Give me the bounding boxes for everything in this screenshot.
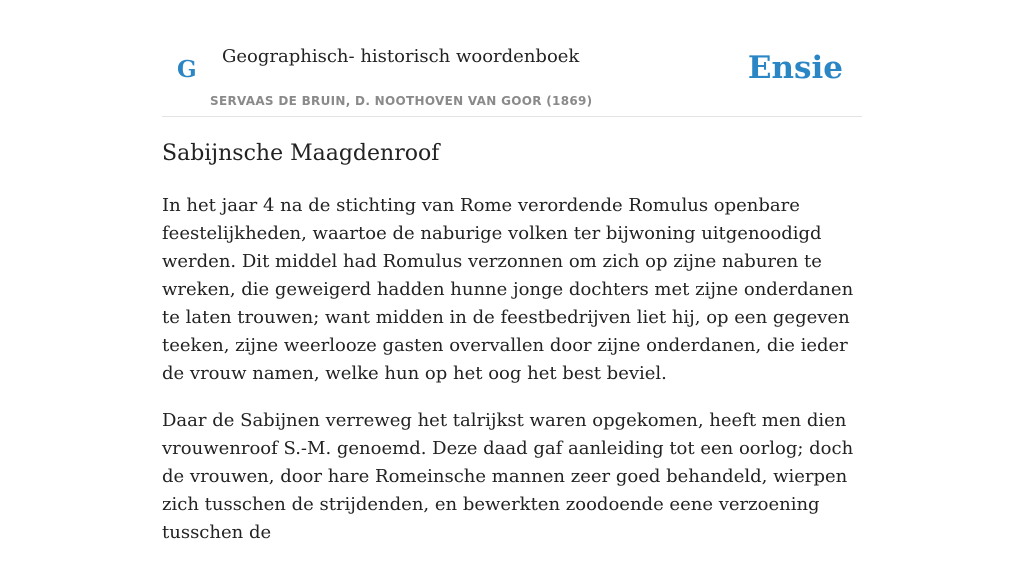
book-title[interactable]: Geographisch- historisch woordenboek <box>222 46 580 67</box>
book-author: SERVAAS DE BRUIN, D. NOOTHOVEN VAN GOOR (1869) <box>210 94 593 108</box>
header <box>162 0 862 117</box>
entry-title: Sabijnsche Maagdenroof <box>162 141 440 166</box>
brand-logo[interactable]: Ensie <box>747 50 843 86</box>
content-container <box>162 0 862 543</box>
paragraph: Daar de Sabijnen verreweg het talrijkst waren opgekomen, heeft men dien vrouwenroof S.-M. genoemd. Deze daad gaf aanleiding tot een oorlog; doch de vrouwen, door hare Romeinsche mannen zeer goed behandeld, wierpen zich tusschen de strijdenden, en bewerkten zoodoende eene verzoening tusschen de <box>162 410 854 543</box>
entry-body <box>162 192 862 566</box>
paragraph: In het jaar 4 na de stichting van Rome verordende Romulus openbare feestelijkheden, waartoe de naburige volken ter bijwoning uitgenoodigd werden. Dit middel had Romulus verzonnen om zich op zijne naburen te wreken, die geweigerd hadden hunne jonge dochters met zijne onderdanen te laten trouwen; want midden in de feestbedrijven liet hij, op een gegeven teeken, zijne weerlooze gasten overvallen door zijne onderdanen, die ieder de vrouw namen, welke hun op het oog het best beviel. <box>162 195 854 384</box>
book-logo-icon[interactable]: G <box>177 56 197 83</box>
